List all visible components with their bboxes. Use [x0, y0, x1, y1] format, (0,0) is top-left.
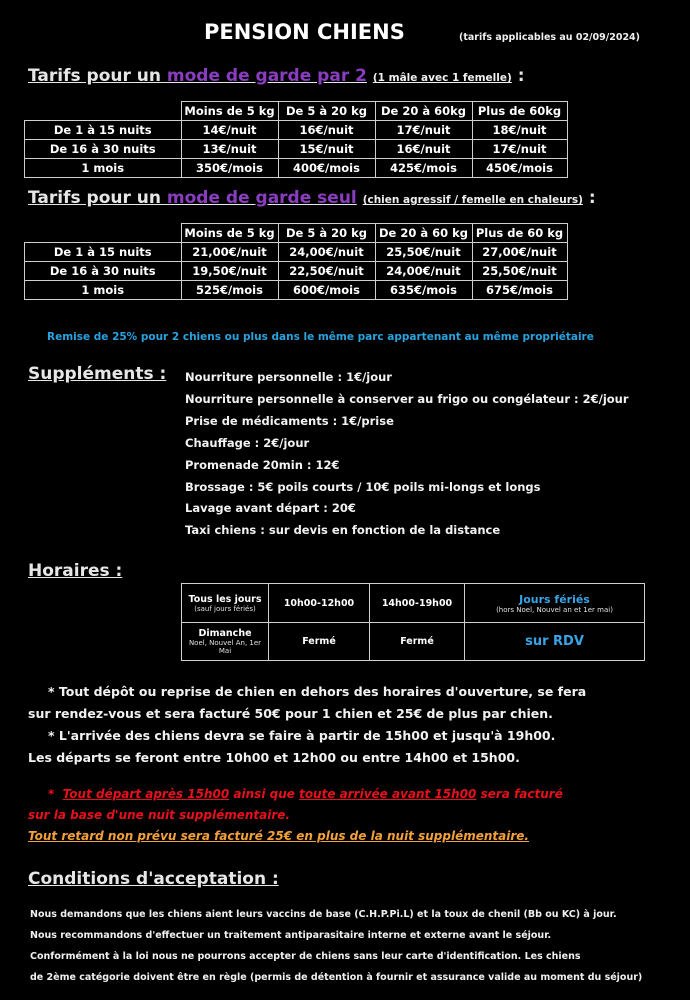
warning-tail: sera facturé	[480, 787, 563, 801]
table-cell: 27,00€/nuit	[472, 243, 567, 262]
table-cell: 25,50€/nuit	[472, 262, 567, 281]
supplements-heading: Suppléments :	[28, 364, 167, 384]
supplement-item: Brossage : 5€ poils courts / 10€ poils mi-longs et longs	[185, 480, 541, 494]
row-label: 1 mois	[25, 159, 182, 178]
holiday-sub: (hors Noel, Nouvel an et 1er mai)	[496, 605, 613, 614]
table-row	[25, 262, 568, 281]
supplement-item: Chauffage : 2€/jour	[185, 436, 310, 450]
note-line: Les départs se feront entre 10h00 et 12h00 ou entre 14h00 et 15h00.	[28, 750, 520, 765]
table-row	[25, 121, 568, 140]
holiday-label: sur RDV	[525, 634, 584, 649]
hours-slot: Fermé	[269, 623, 370, 661]
section-note: (1 mâle avec 1 femelle)	[372, 72, 512, 84]
table-cell: 19,50€/nuit	[181, 262, 278, 281]
rates-table-single	[24, 223, 568, 300]
warning-departure: Tout départ après 15h00	[62, 787, 230, 801]
hours-day-label: Dimanche	[198, 628, 252, 639]
row-label: De 1 à 15 nuits	[25, 243, 182, 262]
table-cell: 17€/nuit	[375, 121, 472, 140]
section-note: (chien agressif / femelle en chaleurs)	[362, 194, 583, 206]
table-cell: 675€/mois	[472, 281, 567, 300]
table-cell: 16€/nuit	[375, 140, 472, 159]
section-accent: mode de garde seul	[166, 188, 357, 208]
hours-heading: Horaires :	[28, 561, 123, 581]
table-header: Moins de 5 kg	[181, 224, 278, 243]
supplement-item: Promenade 20min : 12€	[185, 458, 340, 472]
row-label: De 1 à 15 nuits	[25, 121, 182, 140]
hours-day-label: Tous les jours	[188, 593, 262, 605]
note-line: * L'arrivée des chiens devra se faire à partir de 15h00 et jusqu'à 19h00.	[48, 728, 556, 743]
warning-line: sur la base d'une nuit supplémentaire.	[28, 808, 290, 822]
table-row	[182, 584, 645, 623]
section-lead: Tarifs pour un	[28, 66, 167, 86]
supplement-item: Lavage avant départ : 20€	[185, 501, 356, 515]
holiday-cell	[465, 584, 645, 623]
section-colon: :	[517, 66, 525, 86]
discount-notice: Remise de 25% pour 2 chiens ou plus dans le même parc appartenant au même propriétaire	[47, 331, 594, 343]
condition-line: Nous recommandons d'effectuer un traitement antiparasitaire interne et externe avant le séjour.	[30, 930, 552, 941]
section-accent: mode de garde par 2	[166, 66, 367, 86]
hours-day-sub: Noel, Nouvel An, 1er Mai	[188, 639, 262, 655]
table-cell: 18€/nuit	[472, 121, 567, 140]
table-cell: 525€/mois	[181, 281, 278, 300]
section-lead: Tarifs pour un	[28, 188, 167, 208]
late-fee-line: Tout retard non prévu sera facturé 25€ en plus de la nuit supplémentaire.	[28, 829, 529, 843]
table-cell: 15€/nuit	[278, 140, 375, 159]
supplement-item: Taxi chiens : sur devis en fonction de la distance	[185, 523, 501, 537]
table-row	[25, 159, 568, 178]
supplement-item: Nourriture personnelle à conserver au frigo ou congélateur : 2€/jour	[185, 392, 629, 406]
holiday-cell	[465, 623, 645, 661]
hours-day-cell	[182, 584, 269, 623]
holiday-label: Jours fériés	[519, 592, 590, 606]
condition-line: Nous demandons que les chiens aient leurs vaccins de base (C.H.P.Pi.L) et la toux de chenil (Bb ou KC) à jour.	[30, 909, 617, 920]
table-header: De 20 à 60 kg	[375, 224, 472, 243]
conditions-heading: Conditions d'acceptation :	[28, 869, 279, 889]
table-cell: 350€/mois	[181, 159, 278, 178]
row-label: De 16 à 30 nuits	[25, 262, 182, 281]
row-label: 1 mois	[25, 281, 182, 300]
table-row	[182, 623, 645, 661]
row-label: De 16 à 30 nuits	[25, 140, 182, 159]
section-heading-pair	[28, 66, 525, 86]
table-cell: 425€/mois	[375, 159, 472, 178]
table-header: De 5 à 20 kg	[278, 102, 375, 121]
rates-table-pair	[24, 101, 568, 178]
table-header: De 5 à 20 kg	[278, 224, 375, 243]
table-row	[25, 243, 568, 262]
table-cell: 400€/mois	[278, 159, 375, 178]
condition-line: de 2ème catégorie doivent être en règle (permis de détention à fournir et assurance valide au moment du séjour)	[30, 972, 643, 983]
table-header: Plus de 60kg	[472, 102, 567, 121]
condition-line: Conformément à la loi nous ne pourrons accepter de chiens sans leur carte d'identification. Les chiens	[30, 951, 581, 962]
table-header: De 20 à 60kg	[375, 102, 472, 121]
supplement-item: Prise de médicaments : 1€/prise	[185, 414, 394, 428]
note-line: * Tout dépôt ou reprise de chien en dehors des horaires d'ouverture, se fera	[48, 684, 587, 699]
hours-table	[181, 583, 645, 661]
section-heading-single	[28, 188, 596, 208]
table-cell: 22,50€/nuit	[278, 262, 375, 281]
warning-arrival: toute arrivée avant 15h00	[299, 787, 477, 801]
table-cell: 21,00€/nuit	[181, 243, 278, 262]
table-cell: 17€/nuit	[472, 140, 567, 159]
warning-line: * Tout départ après 15h00 ainsi que toute arrivée avant 15h00 sera facturé	[48, 787, 563, 801]
hours-slot: 10h00-12h00	[269, 584, 370, 623]
table-cell: 24,00€/nuit	[278, 243, 375, 262]
hours-slot: 14h00-19h00	[370, 584, 465, 623]
table-row	[25, 281, 568, 300]
table-cell: 16€/nuit	[278, 121, 375, 140]
applicable-date: (tarifs applicables au 02/09/2024)	[459, 32, 641, 43]
table-header: Moins de 5 kg	[181, 102, 278, 121]
hours-day-sub: (sauf jours fériés)	[194, 604, 256, 613]
table-cell: 635€/mois	[375, 281, 472, 300]
hours-day-cell	[182, 623, 269, 661]
table-cell: 13€/nuit	[181, 140, 278, 159]
table-cell: 600€/mois	[278, 281, 375, 300]
table-cell: 14€/nuit	[181, 121, 278, 140]
page-title: PENSION CHIENS	[204, 20, 405, 44]
table-header: Plus de 60 kg	[472, 224, 567, 243]
note-line: sur rendez-vous et sera facturé 50€ pour 1 chien et 25€ de plus par chien.	[28, 706, 553, 721]
section-colon: :	[588, 188, 596, 208]
table-cell: 24,00€/nuit	[375, 262, 472, 281]
warning-conj: ainsi que	[233, 787, 295, 801]
supplement-item: Nourriture personnelle : 1€/jour	[185, 370, 392, 384]
table-row	[25, 140, 568, 159]
table-cell: 450€/mois	[472, 159, 567, 178]
hours-slot: Fermé	[370, 623, 465, 661]
table-cell: 25,50€/nuit	[375, 243, 472, 262]
